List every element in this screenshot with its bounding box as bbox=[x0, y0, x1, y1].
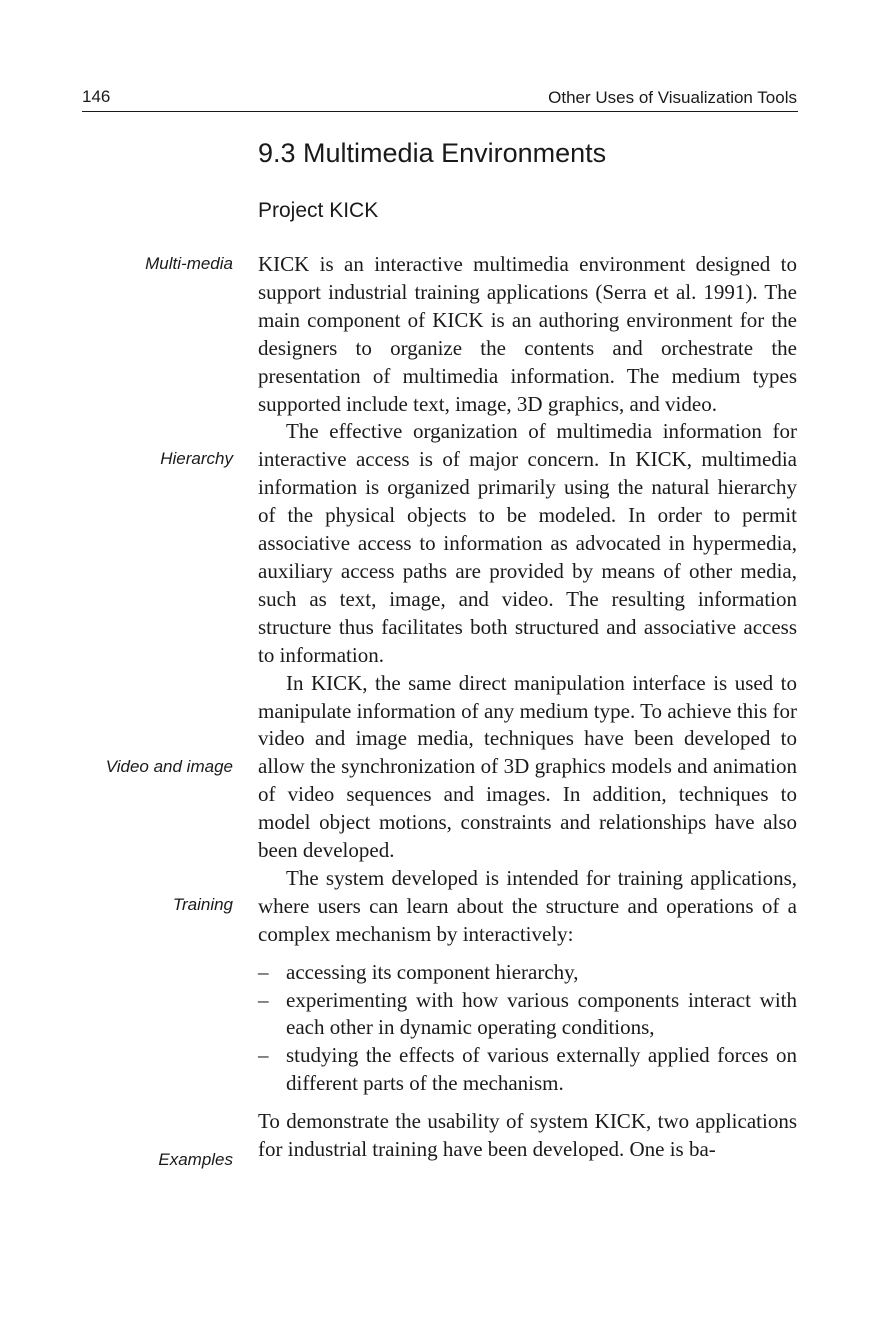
margin-note-multimedia: Multi-media bbox=[145, 254, 233, 273]
margin-note-hierarchy: Hierarchy bbox=[160, 449, 233, 468]
list-item: – experimenting with how various components interact with each other in dynamic operating conditions, bbox=[258, 987, 797, 1040]
header-rule bbox=[82, 111, 798, 112]
page-number: 146 bbox=[82, 87, 111, 106]
paragraph-training: The system developed is intended for training applications, where users can learn about the structure and operations of a complex mechanism by interactively: bbox=[258, 865, 797, 946]
list-item: – studying the effects of various externally applied forces on different parts of the mechanism. bbox=[258, 1043, 797, 1096]
capability-list bbox=[258, 959, 797, 1099]
list-item: – accessing its component hierarchy, bbox=[258, 959, 579, 984]
running-head: Other Uses of Visualization Tools bbox=[548, 88, 797, 107]
paragraph-interface: In KICK, the same direct manipulation interface is used to manipulate information of any medium type. To achieve this for video and image media, techniques have been developed to allow the synchronization of 3D graphics models and animation of video sequences and images. In addition, techniques to model object motions, constraints and relationships have also been developed. bbox=[258, 670, 797, 863]
main-text-column bbox=[258, 251, 797, 1164]
margin-note-training: Training bbox=[172, 895, 233, 914]
paragraph-examples: To demonstrate the usability of system KICK, two applications for industrial training have been developed. One is ba- bbox=[258, 1109, 797, 1162]
margin-note-examples: Examples bbox=[158, 1150, 233, 1169]
margin-note-video-and-image: Video and image bbox=[105, 757, 233, 776]
subsection-title: Project KICK bbox=[258, 199, 379, 222]
paragraph-multimedia: KICK is an interactive multimedia environment designed to support industrial training applications (Serra et al. 1991). The main component of KICK is an authoring environment for the designers to organize the contents and orchestrate the presentation of multimedia information. The medium types supported include text, image, 3D graphics, and video. bbox=[258, 252, 797, 416]
section-title: 9.3 Multimedia Environments bbox=[258, 138, 607, 168]
paragraph-hierarchy: The effective organization of multimedia information for interactive access is of major concern. In KICK, multimedia information is organized primarily using the natural hierarchy of the physical objects to be modeled. In order to permit associative access to information as advocated in hypermedia, auxiliary access paths are provided by means of other media, such as text, image, and video. The resulting information structure thus facilitates both structured and associative access to information. bbox=[258, 419, 797, 667]
